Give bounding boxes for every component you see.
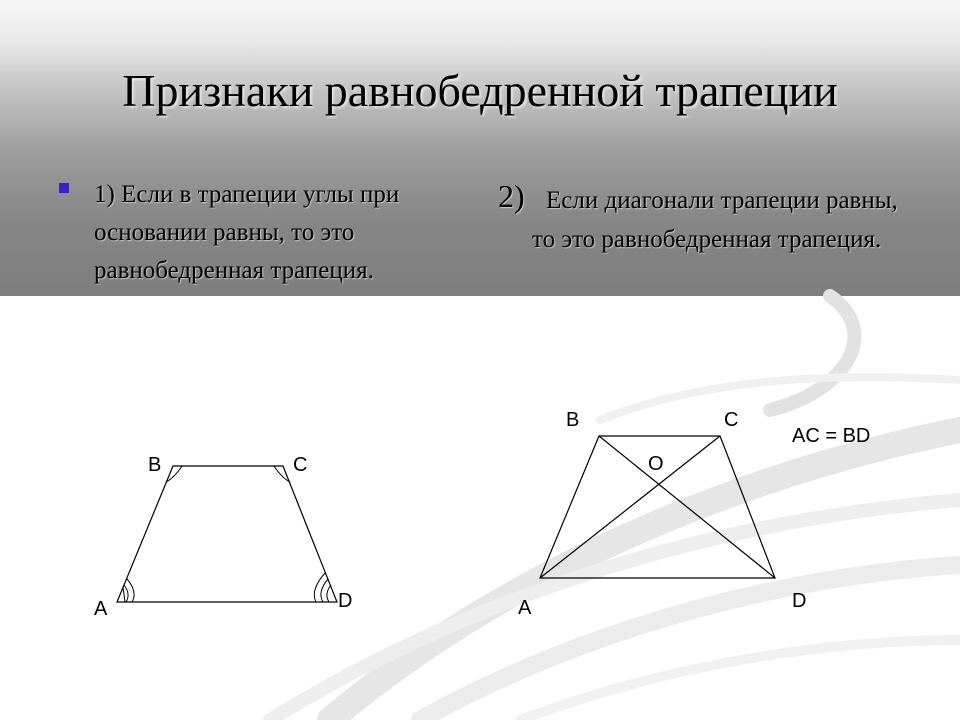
diagonal-ac [540,436,720,578]
vertex-label-c-2: C [724,409,739,431]
diagonal-bd [599,436,775,578]
criterion-2-text: Если диагонали трапеции равны, то это равнобедренная трапеция. [532,187,898,253]
criterion-2-number: 2) [498,178,525,214]
vertex-label-c: C [293,454,308,476]
vertex-label-a-2: A [518,597,532,619]
criterion-1-text: 1) Если в трапеции углы при основании равны, то это равнобедренная трапеция. [94,181,400,284]
intersection-label-o: O [648,453,664,475]
vertex-label-b: B [148,454,162,476]
vertex-label-b-2: B [566,409,580,431]
vertex-label-a: A [94,598,108,620]
diagonals-equality-text: AC = BD [792,425,871,447]
slide-title: Признаки равнобедренной трапеции [122,65,838,116]
vertex-label-d: D [338,590,353,612]
vertex-label-d-2: D [792,590,807,612]
